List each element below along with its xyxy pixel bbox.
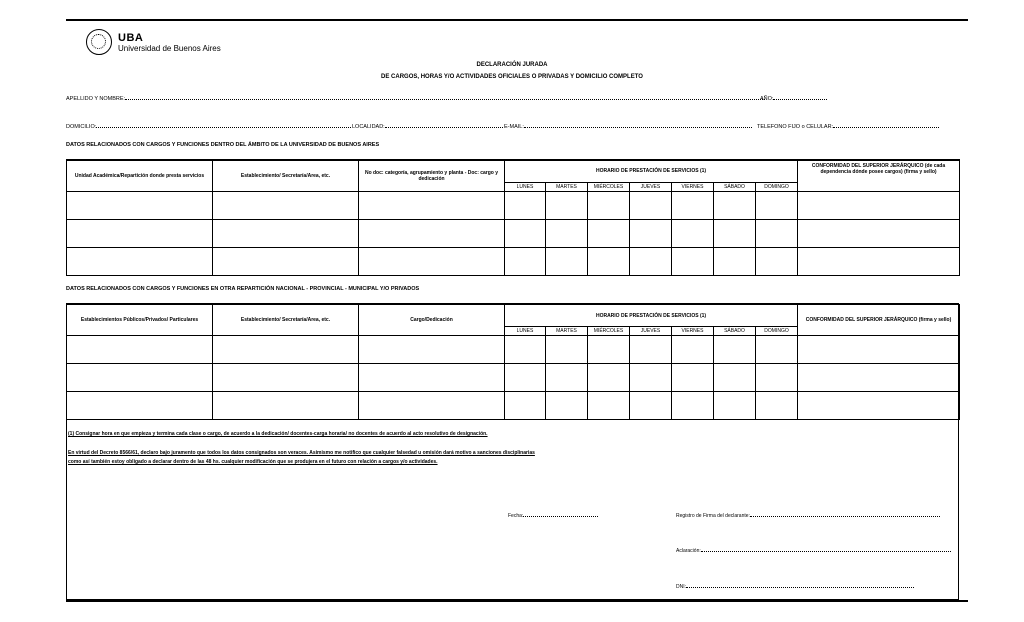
table-row (67, 191, 960, 219)
table-cell[interactable] (672, 364, 714, 392)
table-cell[interactable] (505, 219, 546, 247)
table-cell[interactable] (630, 247, 672, 275)
day-tuesday: MARTES (546, 327, 588, 336)
table-cell[interactable] (630, 392, 672, 420)
table-cell[interactable] (546, 364, 588, 392)
table-cell[interactable] (67, 219, 213, 247)
table-cell[interactable] (630, 191, 672, 219)
phone-label: TELEFONO FIJO o CELULAR: (757, 124, 834, 130)
year-field[interactable] (760, 95, 827, 102)
table-cell[interactable] (798, 191, 960, 219)
uba-positions-table (66, 159, 960, 276)
table-cell[interactable] (630, 336, 672, 364)
table-cell[interactable] (359, 364, 505, 392)
header-conformity: CONFORMIDAD DEL SUPERIOR JERÁRQUICO (de cada dependencia dónde posee cargos) (firma y sello) (798, 160, 960, 191)
header-schedule: HORARIO DE PRESTACIÓN DE SERVICIOS (1) (505, 305, 798, 327)
table-cell[interactable] (588, 219, 630, 247)
table-cell[interactable] (546, 219, 588, 247)
year-label: AÑO: (760, 96, 774, 102)
table-cell[interactable] (67, 247, 213, 275)
table-cell[interactable] (213, 336, 359, 364)
table-cell[interactable] (588, 191, 630, 219)
logo-name: Universidad de Buenos Aires (118, 44, 221, 53)
table-cell[interactable] (588, 392, 630, 420)
table-cell[interactable] (505, 364, 546, 392)
bottom-rule (66, 600, 968, 602)
clarification-field[interactable] (676, 547, 951, 554)
table-row (67, 219, 960, 247)
table-cell[interactable] (714, 336, 756, 364)
header-academic-unit: Unidad Académica/Repartición donde presta servicios (67, 160, 213, 191)
decree-statement-line1: En virtud del Decreto 8566/61, declaro bajo juramento que todos los datos consignados son veraces. Asimismo me notifico que cualquier falsedad u omisión dará motivo a sanciones disciplinarias (68, 450, 535, 456)
day-sunday: DOMINGO (756, 327, 798, 336)
address-field[interactable] (66, 123, 351, 130)
table-cell[interactable] (213, 247, 359, 275)
table-cell[interactable] (213, 219, 359, 247)
header-establishment: Establecimiento/ Secretaría/Area, etc. (213, 305, 359, 336)
table-cell[interactable] (359, 247, 505, 275)
table-cell[interactable] (798, 392, 960, 420)
date-field[interactable] (508, 512, 598, 519)
header-schedule: HORARIO DE PRESTACIÓN DE SERVICIOS (1) (505, 160, 798, 182)
table-cell[interactable] (756, 247, 798, 275)
table-cell[interactable] (67, 336, 213, 364)
table-cell[interactable] (756, 219, 798, 247)
table-cell[interactable] (505, 191, 546, 219)
table-cell[interactable] (505, 247, 546, 275)
table-cell[interactable] (756, 336, 798, 364)
table-cell[interactable] (630, 364, 672, 392)
table-cell[interactable] (546, 191, 588, 219)
phone-field[interactable] (757, 123, 939, 130)
table-cell[interactable] (67, 364, 213, 392)
header-position: Cargo/Dedicación (359, 305, 505, 336)
table-cell[interactable] (714, 219, 756, 247)
table-cell[interactable] (714, 364, 756, 392)
table-cell[interactable] (359, 392, 505, 420)
table-cell[interactable] (630, 219, 672, 247)
day-monday: LUNES (505, 182, 546, 191)
table-cell[interactable] (798, 219, 960, 247)
table-cell[interactable] (672, 219, 714, 247)
table-cell[interactable] (588, 336, 630, 364)
other-positions-table (66, 304, 960, 420)
day-saturday: SÁBADO (714, 327, 756, 336)
table-cell[interactable] (672, 392, 714, 420)
email-label: E-MAIL: (504, 124, 524, 130)
table-cell[interactable] (756, 191, 798, 219)
table-cell[interactable] (798, 247, 960, 275)
section1-title: DATOS RELACIONADOS CON CARGOS Y FUNCIONES DENTRO DEL ÁMBITO DE LA UNIVERSIDAD DE BUENOS AIRES (66, 142, 380, 148)
table-cell[interactable] (588, 247, 630, 275)
signature-register-field[interactable] (676, 512, 940, 519)
date-label: Fecha: (508, 513, 524, 519)
logo-acronym: UBA (118, 32, 144, 44)
table-cell[interactable] (546, 336, 588, 364)
table-cell[interactable] (714, 191, 756, 219)
table-cell[interactable] (213, 191, 359, 219)
clarification-label: Aclaración: (676, 548, 701, 554)
header-establishment: Establecimiento/ Secretaría/Area, etc. (213, 160, 359, 191)
table-cell[interactable] (756, 392, 798, 420)
table-cell[interactable] (546, 247, 588, 275)
table-cell[interactable] (798, 336, 960, 364)
table-cell[interactable] (546, 392, 588, 420)
locality-field[interactable] (352, 123, 503, 130)
day-friday: VIERNES (672, 182, 714, 191)
page-subtitle: DE CARGOS, HORAS Y/O ACTIVIDADES OFICIALES O PRIVADAS Y DOMICILIO COMPLETO (381, 74, 643, 80)
table-cell[interactable] (672, 191, 714, 219)
table-cell[interactable] (213, 364, 359, 392)
name-label: APELLIDO Y NOMBRE: (66, 96, 126, 102)
name-field[interactable] (66, 95, 765, 102)
day-wednesday: MIÉRCOLES (588, 327, 630, 336)
table-cell[interactable] (359, 219, 505, 247)
table-row (67, 247, 960, 275)
section2-title: DATOS RELACIONADOS CON CARGOS Y FUNCIONES EN OTRA REPARTICIÓN NACIONAL - PROVINCIAL - MUNICIPAL Y/O PRIVADOS (66, 286, 420, 292)
table-cell[interactable] (714, 247, 756, 275)
dni-label: DNI: (676, 584, 686, 590)
email-field[interactable] (504, 123, 752, 130)
uba-seal-icon (86, 29, 112, 55)
day-thursday: JUEVES (630, 182, 672, 191)
day-sunday: DOMINGO (756, 182, 798, 191)
locality-label: LOCALIDAD: (352, 124, 385, 130)
header-category: No doc: categoría, agrupamiento y planta - Doc: cargo y dedicación (359, 160, 505, 191)
table-cell[interactable] (505, 392, 546, 420)
table-cell[interactable] (672, 336, 714, 364)
table-cell[interactable] (798, 364, 960, 392)
table-cell[interactable] (359, 191, 505, 219)
top-rule (66, 19, 968, 21)
day-friday: VIERNES (672, 327, 714, 336)
table-cell[interactable] (213, 392, 359, 420)
schedule-footnote: (1) Consignar hora en que empieza y termina cada clase o cargo, de acuerdo a la dedicación/ docentes-carga horaria/ no docentes de acuerdo al acto resolutivo de designación. (68, 431, 488, 437)
header-institutions: Establecimientos Públicos/Privados/ Particulares (67, 305, 213, 336)
table-cell[interactable] (359, 336, 505, 364)
table-row (67, 392, 960, 420)
table-cell[interactable] (588, 364, 630, 392)
day-wednesday: MIÉRCOLES (588, 182, 630, 191)
table-cell[interactable] (67, 392, 213, 420)
day-thursday: JUEVES (630, 327, 672, 336)
table-row (67, 336, 960, 364)
table-cell[interactable] (67, 191, 213, 219)
decree-statement-line2: como así también estoy obligado a declarar dentro de las 48 hs. cualquier modificación que se produjera en el futuro con relación a cargos y/o actividades. (68, 459, 438, 465)
table-cell[interactable] (672, 247, 714, 275)
address-label: DOMICILIO: (66, 124, 97, 130)
table-cell[interactable] (756, 364, 798, 392)
header-conformity: CONFORMIDAD DEL SUPERIOR JERÁRQUICO (firma y sello) (798, 305, 960, 336)
signature-register-label: Registro de Firma del declarante: (676, 513, 750, 519)
table-cell[interactable] (714, 392, 756, 420)
page-title: DECLARACIÓN JURADA (476, 62, 548, 68)
table-cell[interactable] (505, 336, 546, 364)
day-saturday: SÁBADO (714, 182, 756, 191)
table-row (67, 364, 960, 392)
day-tuesday: MARTES (546, 182, 588, 191)
dni-field[interactable] (676, 583, 914, 590)
day-monday: LUNES (505, 327, 546, 336)
